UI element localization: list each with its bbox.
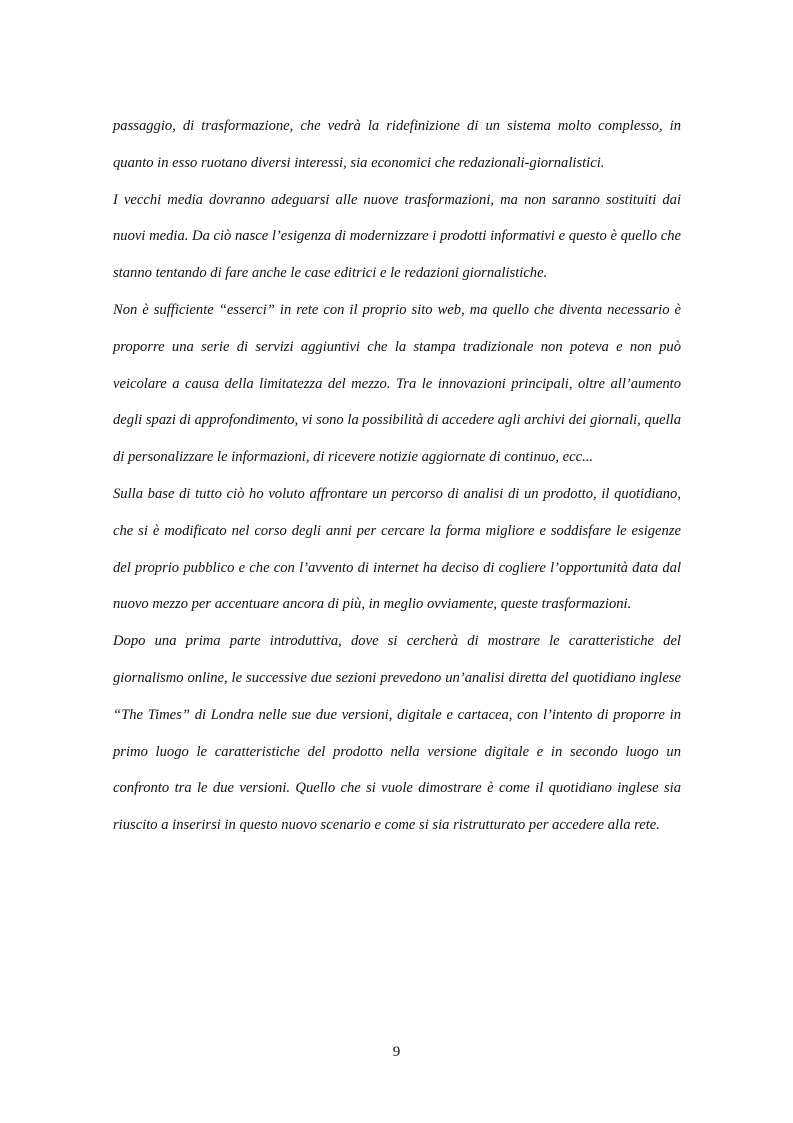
page-number: 9 <box>392 1044 401 1060</box>
paragraph-2: I vecchi media dovranno adeguarsi alle nuove trasformazioni, ma non saranno sostituiti dai nuovi media. Da ciò nasce l’esigenza di modernizzare i prodotti informativi e questo è quello che stanno tentando di fare anche le case editrici e le redazioni giornalistiche. <box>113 191 681 282</box>
body-text <box>113 108 681 844</box>
paragraph-5: Dopo una prima parte introduttiva, dove si cercherà di mostrare le caratteristiche del giornalismo online, le successive due sezioni prevedono un’analisi diretta del quotidiano inglese “The Times” di Londra nelle sue due versioni, digitale e cartacea, con l’intento di proporre in primo luogo le caratteristiche del prodotto nella versione digitale e in secondo luogo un confronto tra le due versioni. Quello che si vuole dimostrare è come il quotidiano inglese sia riuscito a inserirsi in questo nuovo scenario e come si sia ristrutturato per accedere alla rete. <box>113 633 681 834</box>
paragraph-1: passaggio, di trasformazione, che vedrà la ridefinizione di un sistema molto complesso, in quanto in esso ruotano diversi interessi, sia economici che redazionali-giornalistici. <box>113 118 681 171</box>
paragraph-3: Non è sufficiente “esserci” in rete con il proprio sito web, ma quello che diventa necessario è proporre una serie di servizi aggiuntivi che la stampa tradizionale non poteva e non può veicolare a causa della limitatezza del mezzo. Tra le innovazioni principali, oltre all’aumento degli spazi di approfondimento, vi sono la possibilità di accedere agli archivi dei giornali, quella di personalizzare le informazioni, di ricevere notizie aggiornate di continuo, ecc... <box>113 301 681 466</box>
paragraph-4: Sulla base di tutto ciò ho voluto affrontare un percorso di analisi di un prodotto, il quotidiano, che si è modificato nel corso degli anni per cercare la forma migliore e soddisfare le esigenze del proprio pubblico e che con l’avvento di internet ha deciso di cogliere l’opportunità data dal nuovo mezzo per accentuare ancora di più, in meglio ovviamente, queste trasformazioni. <box>113 485 681 613</box>
